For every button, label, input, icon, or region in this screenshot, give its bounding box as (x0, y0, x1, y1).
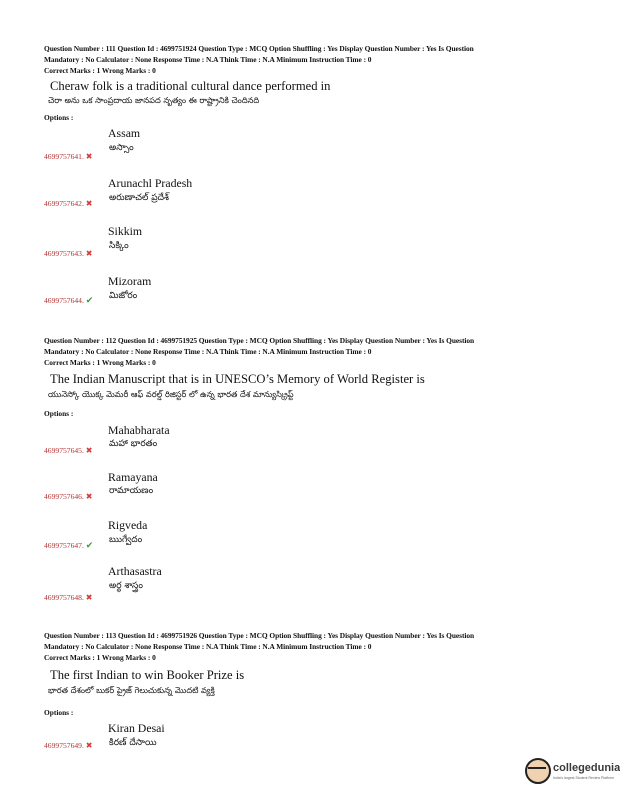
meta-line-1: Question Number : 112 Question Id : 4699751925 Question Type : MCQ Option Shuffling : Yes Display Question Number : Yes Is Question (44, 336, 475, 345)
question-text-telugu: భారత దేశంలో బుకర్ ప్రైజ్ గెలుచుకున్న మొదటి వ్యక్తి (48, 685, 215, 695)
cross-icon: ✖ (85, 152, 93, 161)
option-id (44, 249, 92, 258)
option-text-telugu: అస్సాం (109, 143, 134, 153)
question-meta (44, 630, 574, 663)
glasses-icon (528, 767, 546, 774)
option-text-telugu: మహా భారతం (109, 439, 158, 449)
option-number: 4699757643. (44, 249, 84, 258)
option-id (44, 199, 92, 208)
option-number: 4699757641. (44, 152, 84, 161)
options-label: Options : (44, 708, 74, 717)
option-id (44, 492, 92, 501)
meta-line-1: Question Number : 113 Question Id : 4699751926 Question Type : MCQ Option Shuffling : Yes Display Question Number : Yes Is Question (44, 631, 475, 640)
option-text[interactable]: Ramayana (108, 470, 158, 484)
option-number: 4699757648. (44, 593, 84, 602)
option-number: 4699757646. (44, 492, 84, 501)
option-id (44, 152, 92, 161)
option-text-telugu: రామాయణం (109, 486, 154, 496)
option-number: 4699757642. (44, 199, 84, 208)
option-number: 4699757649. (44, 741, 84, 750)
marks-line: Correct Marks : 1 Wrong Marks : 0 (44, 653, 156, 662)
option-text[interactable]: Rigveda (108, 518, 148, 532)
option-text-telugu: మిజోరం (109, 291, 138, 301)
cross-icon: ✖ (85, 593, 93, 602)
option-text[interactable]: Arunachl Pradesh (108, 176, 193, 190)
cross-icon: ✖ (85, 446, 93, 455)
option-text[interactable]: Mahabharata (108, 423, 170, 437)
question-meta (44, 335, 574, 368)
option-text[interactable]: Arthasastra (108, 564, 162, 578)
question-meta (44, 43, 574, 76)
logo-name: collegedunia (553, 762, 620, 774)
meta-line-2: Mandatory : No Calculator : None Response Time : N.A Think Time : N.A Minimum Instruction Time : 0 (44, 642, 372, 651)
marks-line: Correct Marks : 1 Wrong Marks : 0 (44, 358, 156, 367)
question-text: Cheraw folk is a traditional cultural dance performed in (50, 79, 331, 93)
question-text: The first Indian to win Booker Prize is (50, 668, 245, 682)
question-text: The Indian Manuscript that is in UNESCO’s Memory of World Register is (50, 372, 425, 386)
option-text[interactable]: Kiran Desai (108, 721, 165, 735)
meta-line-2: Mandatory : No Calculator : None Response Time : N.A Think Time : N.A Minimum Instruction Time : 0 (44, 347, 372, 356)
option-id (44, 741, 92, 750)
question-text-telugu: చెరా అను ఒక సాంప్రదాయ జానపద నృత్యం ఈ రాష్ట్రానికి చెందినది (48, 95, 260, 105)
option-id (44, 296, 93, 306)
option-id (44, 541, 93, 551)
option-number: 4699757644. (44, 296, 84, 305)
question-text-telugu: యునెస్కో యొక్క మెమరీ ఆఫ్ వరల్డ్ రిజిస్టర్ లో ఉన్న భారత దేశ మాన్యుస్క్రిప్ట్ (48, 389, 294, 399)
cross-icon: ✖ (85, 249, 93, 258)
marks-line: Correct Marks : 1 Wrong Marks : 0 (44, 66, 156, 75)
cross-icon: ✖ (85, 492, 93, 501)
option-text-telugu: అరుణాచల్ ప్రదేశ్ (109, 193, 169, 203)
option-text-telugu: ఋగ్వేదం (109, 535, 143, 545)
option-text[interactable]: Mizoram (108, 274, 152, 288)
check-icon: ✔ (85, 296, 94, 306)
option-text[interactable]: Assam (108, 126, 141, 140)
options-label: Options : (44, 113, 74, 122)
meta-line-1: Question Number : 111 Question Id : 4699751924 Question Type : MCQ Option Shuffling : Yes Display Question Number : Yes Is Question (44, 44, 474, 53)
option-text-telugu: సిక్కిం (109, 241, 129, 251)
option-number: 4699757645. (44, 446, 84, 455)
meta-line-2: Mandatory : No Calculator : None Response Time : N.A Think Time : N.A Minimum Instruction Time : 0 (44, 55, 372, 64)
logo-tagline: India's largest Student Review Platform (553, 776, 614, 780)
options-label: Options : (44, 409, 74, 418)
cross-icon: ✖ (85, 741, 93, 750)
option-text-telugu: కిరణ్ దేసాయి (109, 738, 157, 748)
option-id (44, 593, 92, 602)
collegedunia-logo (521, 752, 620, 792)
option-number: 4699757647. (44, 541, 84, 550)
check-icon: ✔ (85, 541, 94, 551)
option-text[interactable]: Sikkim (108, 224, 143, 238)
option-text-telugu: అర్థ శాస్త్రం (109, 581, 143, 591)
cross-icon: ✖ (85, 199, 93, 208)
option-id (44, 446, 92, 455)
